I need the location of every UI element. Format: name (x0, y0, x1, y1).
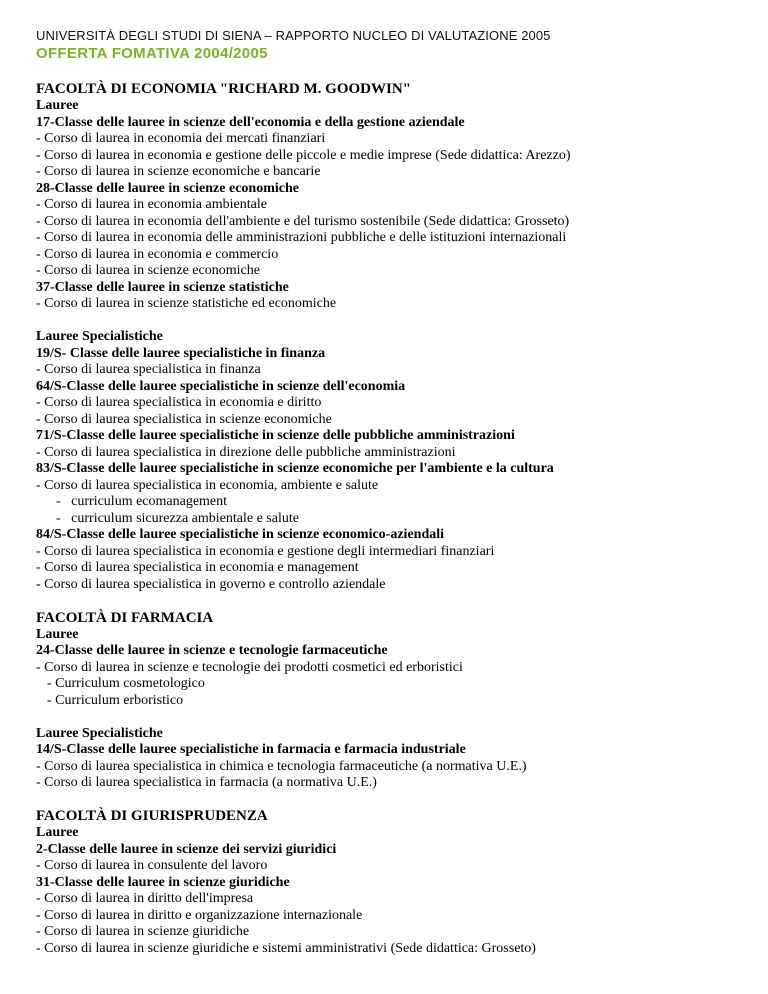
course-item: - Corso di laurea in economia ambientale (36, 197, 267, 212)
section-heading: 83/S-Classe delle lauree specialistiche in scienze economiche per l'ambiente e la cultura (36, 461, 554, 476)
course-item: - Corso di laurea in scienze giuridiche (36, 924, 250, 939)
section-heading: 64/S-Classe delle lauree specialistiche in scienze dell'economia (36, 378, 406, 394)
course-item: - Corso di laurea in economia e commercio (36, 246, 279, 262)
section-heading: 84/S-Classe delle lauree specialistiche in scienze economico-aziendali (36, 527, 445, 542)
curriculum-item: - Curriculum cosmetologico (47, 676, 205, 691)
spacer (36, 593, 756, 610)
course-item: - Corso di laurea specialistica in direzione delle pubbliche amministrazioni (36, 444, 456, 460)
course-item: - Corso di laurea in economia e gestione delle piccole e medie imprese (Sede didattica: Arezzo) (36, 147, 571, 163)
course-item: - Corso di laurea specialistica in governo e controllo aziendale (36, 576, 386, 592)
curriculum-item: - curriculum sicurezza ambientale e salute (56, 510, 299, 526)
course-item: - Corso di laurea specialistica in economia e diritto (36, 395, 322, 410)
faculty-heading: FACOLTÀ DI FARMACIA (36, 609, 214, 626)
course-item: - Corso di laurea specialistica in chimica e tecnologia farmaceutiche (a normativa U.E.) (36, 758, 527, 774)
section-heading: 19/S- Classe delle lauree specialistiche in finanza (36, 345, 326, 361)
course-item: - Corso di laurea specialistica in finanza (36, 362, 261, 377)
section-heading: Lauree Specialistiche (36, 329, 163, 344)
course-item: - Corso di laurea in scienze statistiche ed economiche (36, 296, 337, 311)
course-item: - Corso di laurea in economia dell'ambiente e del turismo sostenibile (Sede didattica: Grosseto) (36, 213, 570, 229)
course-item: - Corso di laurea in consulente del lavoro (36, 858, 268, 873)
curriculum-item: - Curriculum erboristico (47, 692, 184, 708)
course-item: - Corso di laurea in economia delle amministrazioni pubbliche e delle istituzioni internazionali (36, 230, 567, 245)
course-item: - Corso di laurea in scienze e tecnologie dei prodotti cosmetici ed erboristici (36, 659, 463, 675)
section-heading: Lauree (36, 98, 79, 113)
course-item: - Corso di laurea specialistica in scienze economiche (36, 411, 332, 427)
course-item: - Corso di laurea in diritto e organizzazione internazionale (36, 907, 363, 923)
faculty-heading: FACOLTÀ DI GIURISPRUDENZA (36, 808, 268, 824)
running-header: UNIVERSITÀ DEGLI STUDI DI SIENA – RAPPORTO NUCLEO DI VALUTAZIONE 2005 (36, 28, 551, 43)
course-item: - Corso di laurea specialistica in economia, ambiente e salute (36, 477, 379, 493)
section-heading: 17-Classe delle lauree in scienze dell'economia e della gestione aziendale (36, 114, 465, 130)
section-heading: 31-Classe delle lauree in scienze giuridiche (36, 874, 290, 890)
section-heading: 24-Classe delle lauree in scienze e tecnologie farmaceutiche (36, 643, 388, 658)
document-title: OFFERTA FOMATIVA 2004/2005 (36, 45, 268, 62)
course-item: - Corso di laurea in diritto dell'impresa (36, 891, 254, 906)
section-heading: 2-Classe delle lauree in scienze dei servizi giuridici (36, 841, 337, 857)
section-heading: 14/S-Classe delle lauree specialistiche in farmacia e farmacia industriale (36, 742, 466, 757)
section-heading: Lauree (36, 825, 79, 840)
spacer (36, 792, 756, 809)
document-body (36, 81, 756, 957)
course-item: - Corso di laurea specialistica in economia e gestione degli intermediari finanziari (36, 543, 495, 559)
curriculum-item: - curriculum ecomanagement (56, 494, 228, 509)
section-heading: 28-Classe delle lauree in scienze economiche (36, 180, 299, 196)
faculty-heading: FACOLTÀ DI ECONOMIA "RICHARD M. GOODWIN" (36, 81, 412, 97)
course-item: - Corso di laurea in scienze giuridiche e sistemi amministrativi (Sede didattica: Grosseto) (36, 940, 536, 956)
spacer (36, 709, 756, 726)
course-item: - Corso di laurea in scienze economiche (36, 263, 260, 278)
section-heading: 71/S-Classe delle lauree specialistiche in scienze delle pubbliche amministrazioni (36, 428, 515, 443)
section-heading: 37-Classe delle lauree in scienze statistiche (36, 279, 289, 295)
section-heading: Lauree (36, 626, 79, 642)
course-item: - Corso di laurea specialistica in farmacia (a normativa U.E.) (36, 775, 377, 790)
document-page (36, 28, 756, 957)
section-heading: Lauree Specialistiche (36, 725, 163, 741)
spacer (36, 313, 756, 330)
course-item: - Corso di laurea specialistica in economia e management (36, 560, 359, 575)
course-item: - Corso di laurea in scienze economiche e bancarie (36, 164, 321, 179)
course-item: - Corso di laurea in economia dei mercati finanziari (36, 131, 326, 146)
